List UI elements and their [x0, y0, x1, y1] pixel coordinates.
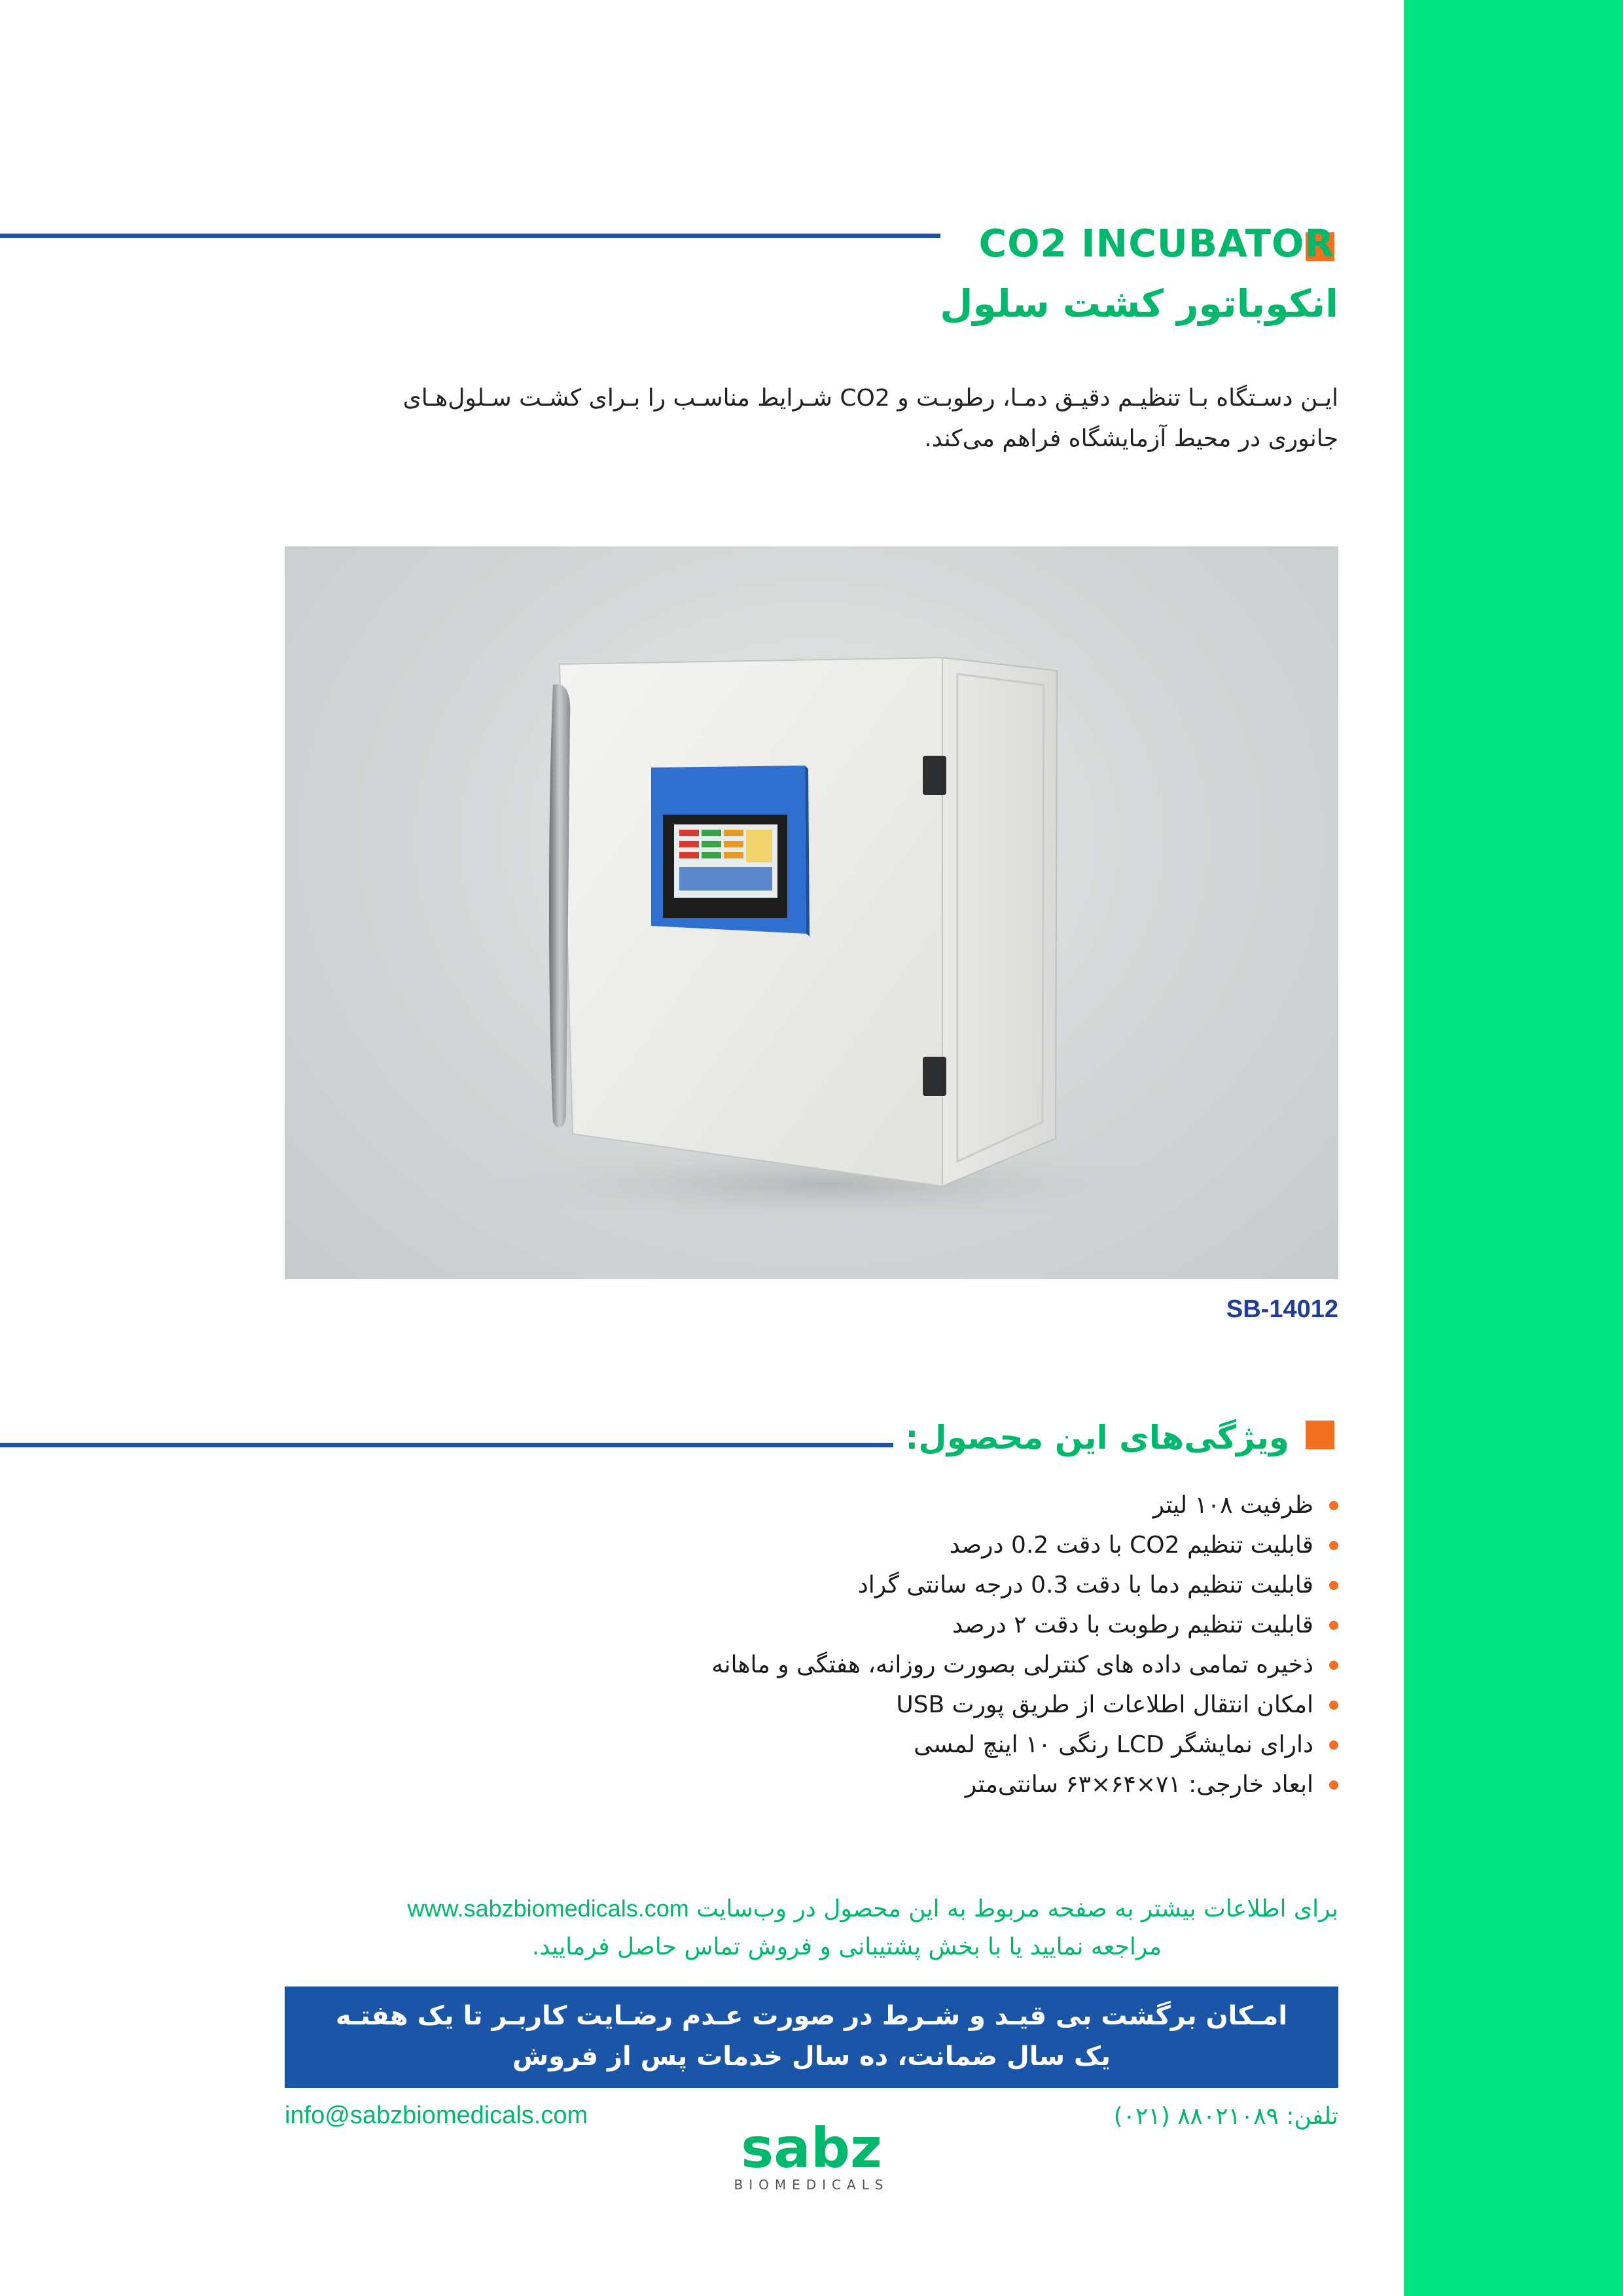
sabz-logo	[710, 2120, 913, 2199]
list-item: قابلیت تنظیم CO2 با دقت 0.2 درصد	[357, 1525, 1338, 1565]
header-rule	[0, 234, 940, 238]
banner-line-1: امـکان برگشت بی قیـد و شـرط در صورت عـدم رضـایت کاربـر تا یک هفتـه	[335, 2001, 1288, 2031]
side-color-band	[1404, 0, 1623, 2296]
incubator-illustration	[285, 546, 1338, 1279]
bullet-dot-icon	[1329, 1740, 1338, 1750]
features-rule	[0, 1443, 893, 1447]
bullet-dot-icon	[1329, 1501, 1338, 1510]
bullet-dot-icon	[1329, 1701, 1338, 1710]
logo-subtitle: BIOMEDICALS	[734, 2177, 889, 2193]
list-item: ابعاد خارجی: ۷۱×۶۴×۶۳ سانتی‌متر	[357, 1765, 1338, 1805]
list-item: امکان انتقال اطلاعات از طریق پورت USB	[357, 1685, 1338, 1725]
product-photo	[285, 546, 1338, 1279]
title-english: CO2 INCUBATOR	[978, 221, 1334, 266]
more-info-line-1: برای اطلاعات بیشتر به صفحه مربوط به این محصول در وب‌سایت	[696, 1896, 1338, 1922]
guarantee-banner	[285, 1987, 1338, 2088]
model-number: SB-14012	[1226, 1296, 1338, 1323]
bullet-dot-icon	[1329, 1581, 1338, 1590]
bullet-dot-icon	[1329, 1621, 1338, 1630]
website-link[interactable]: www.sabzbiomedicals.com	[407, 1895, 689, 1922]
logo-wordmark: sabz	[741, 2120, 882, 2180]
list-item: قابلیت تنظیم رطوبت با دقت ۲ درصد	[357, 1605, 1338, 1645]
intro-paragraph	[291, 378, 1338, 459]
email-link[interactable]: info@sabzbiomedicals.com	[285, 2102, 588, 2129]
list-item: ظرفیت ۱۰۸ لیتر	[357, 1485, 1338, 1525]
intro-line-1: ایـن دسـتگاه بـا تنظیـم دقیـق دمـا، رطوبـت و CO2 شـرایط مناسـب را بـرای کشـت سـلول‌هـای	[402, 385, 1338, 412]
bullet-dot-icon	[1329, 1661, 1338, 1670]
list-item: ذخیره تمامی داده های کنترلی بصورت روزانه، هفتگی و ماهانه	[357, 1645, 1338, 1685]
intro-line-2: جانوری در محیط آزمایشگاه فراهم می‌کند.	[924, 425, 1338, 452]
more-info-text	[285, 1890, 1338, 1966]
list-item: قابلیت تنظیم دما با دقت 0.3 درجه سانتی گراد	[357, 1565, 1338, 1605]
phone-number: تلفن: ۸۸۰۲۱۰۸۹ (۰۲۱)	[1113, 2103, 1338, 2130]
features-list	[357, 1485, 1338, 1805]
features-bullet-square	[1306, 1421, 1334, 1449]
more-info-line-2: مراجعه نمایید یا با بخش پشتیبانی و فروش تماس حاصل فرمایید.	[531, 1934, 1162, 1960]
bullet-dot-icon	[1329, 1780, 1338, 1790]
title-persian: انکوباتور کشت سلول	[940, 281, 1338, 326]
list-item: دارای نمایشگر LCD رنگی ۱۰ اینچ لمسی	[357, 1725, 1338, 1765]
bullet-dot-icon	[1329, 1541, 1338, 1550]
features-title: ویژگی‌های این محصول:	[905, 1419, 1289, 1457]
banner-line-2: یک سال ضمانت، ده سال خدمات پس از فروش	[512, 2041, 1111, 2072]
